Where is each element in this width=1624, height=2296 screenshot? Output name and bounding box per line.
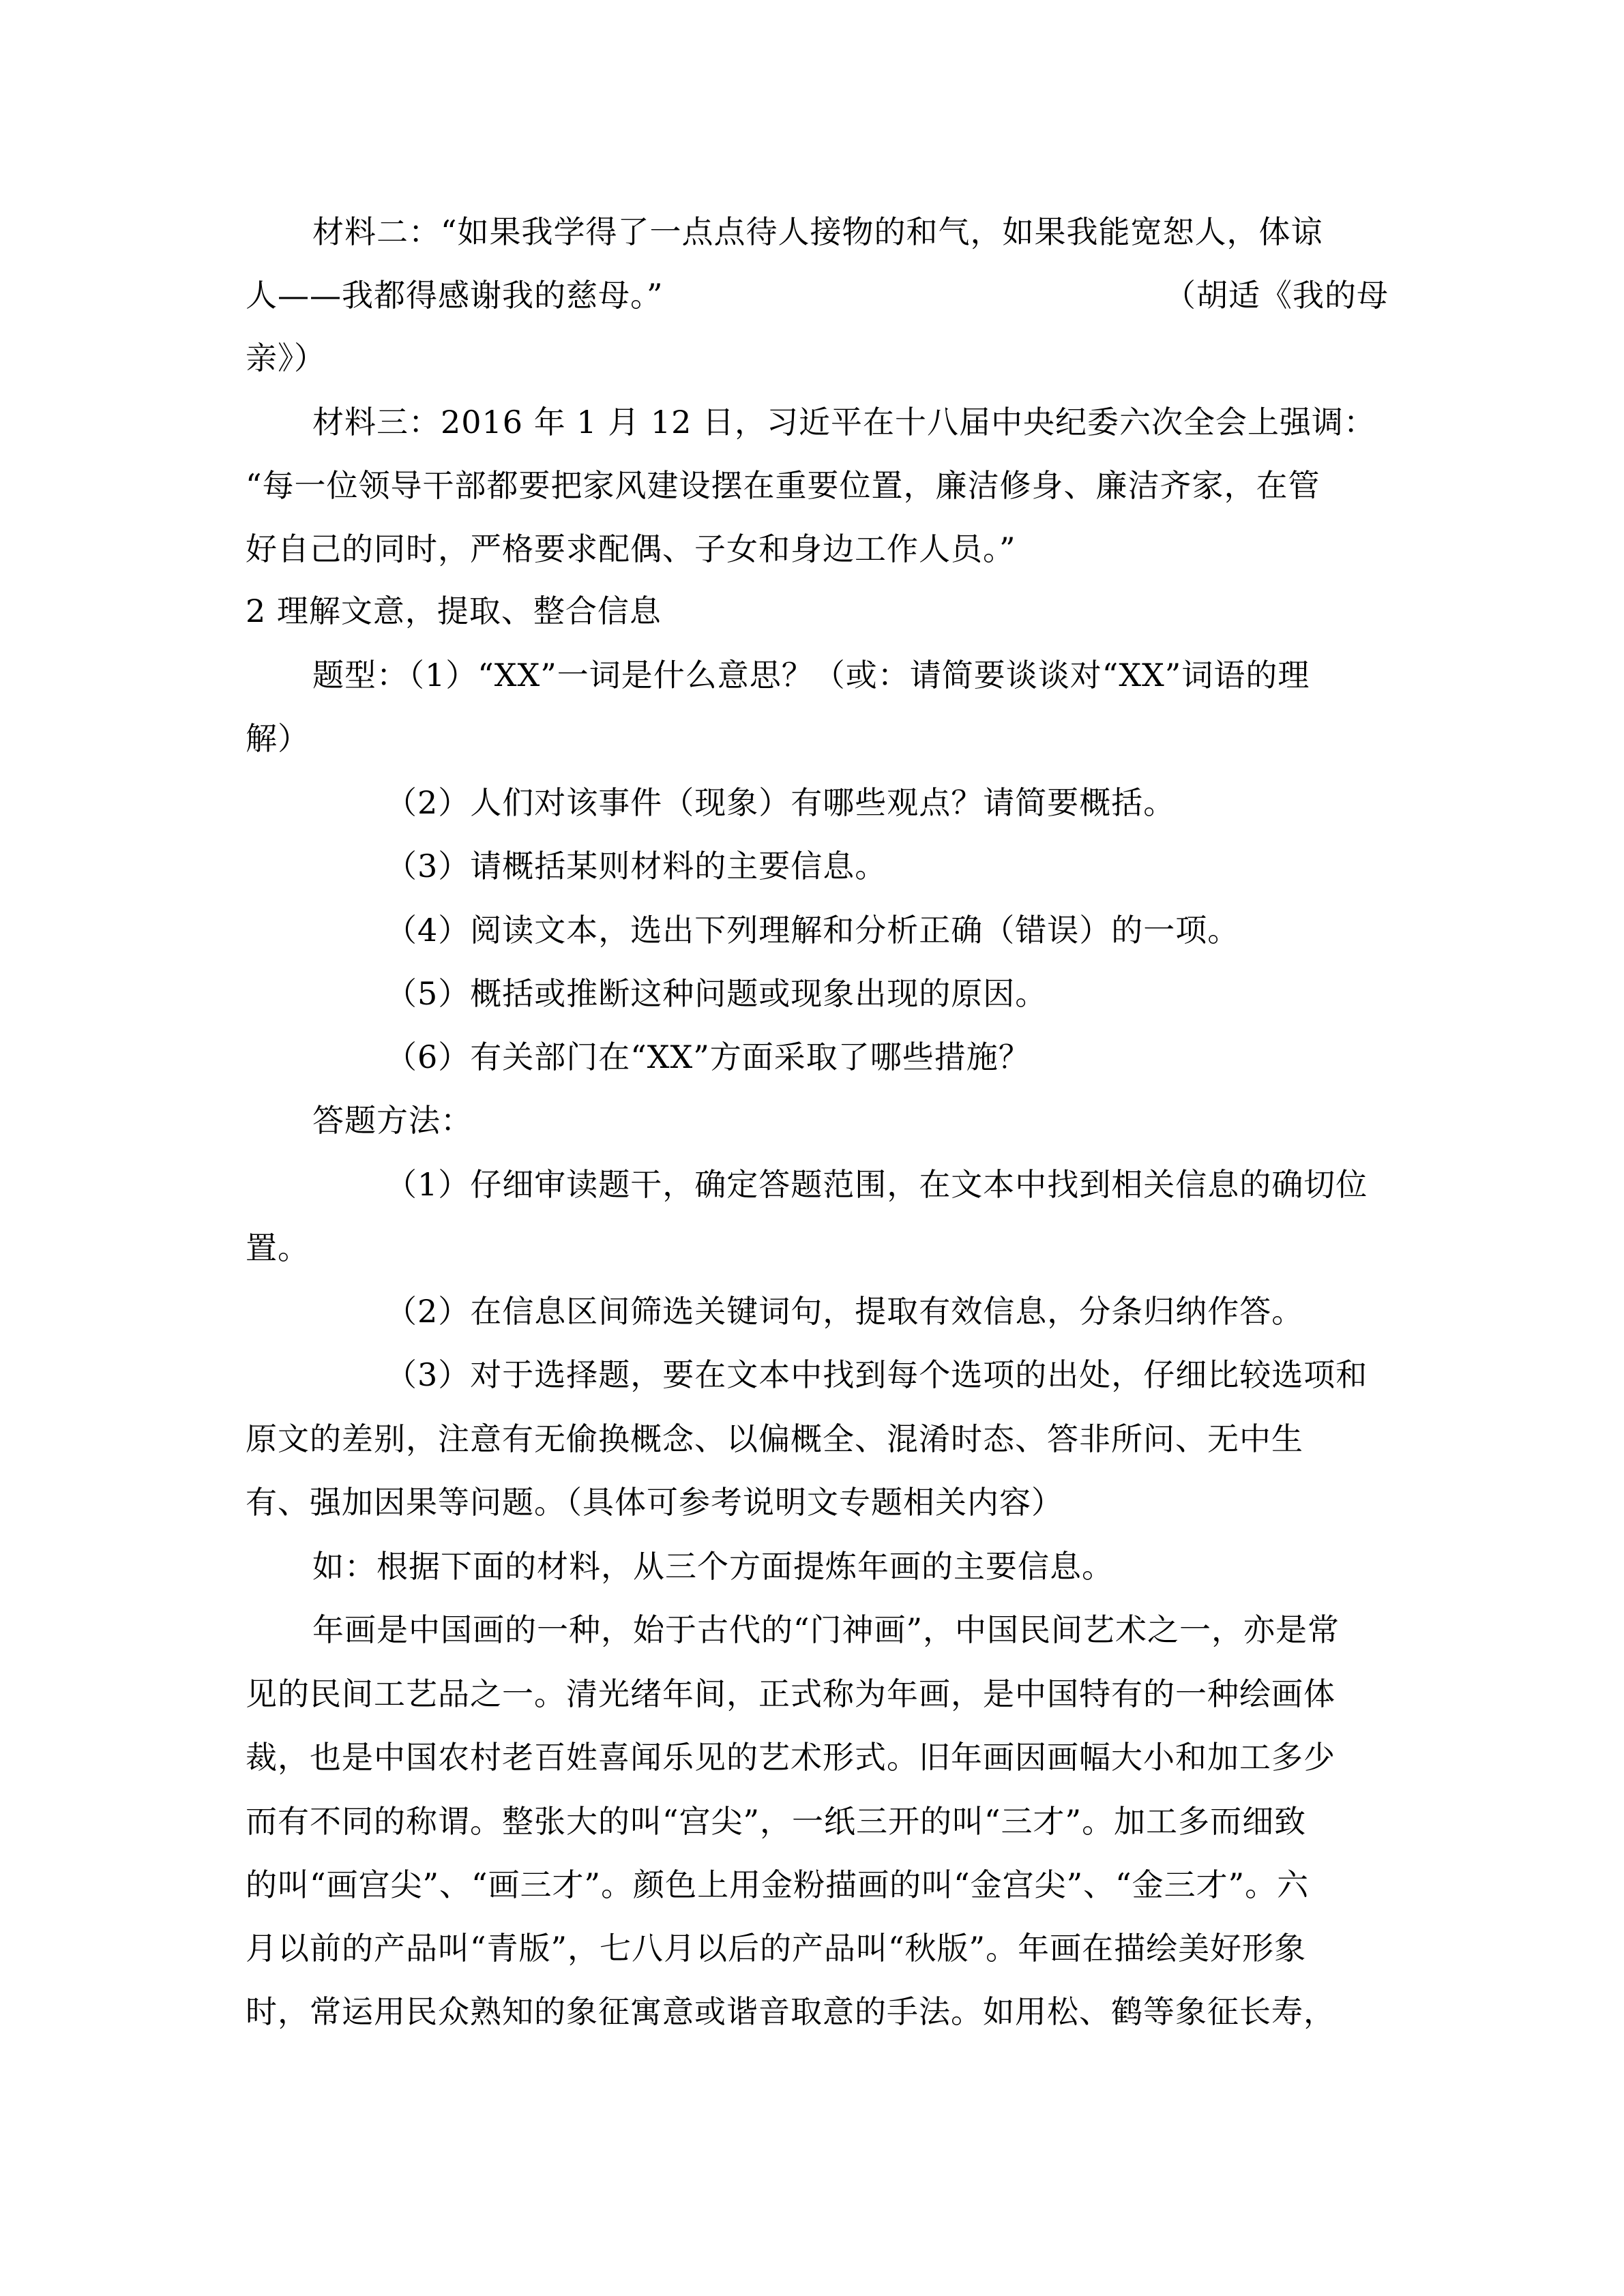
question-type-line-2: 解） xyxy=(246,720,310,757)
section-heading: 2 理解文意，提取、整合信息 xyxy=(246,593,662,629)
material-two-line-1: 材料二：“如果我学得了一点点待人接物的和气，如果我能宽恕人，体谅 xyxy=(312,213,1323,250)
example-paragraph-line-3: 裁，也是中国农村老百姓喜闻乐见的艺术形式。旧年画因画幅大小和加工多少 xyxy=(246,1739,1335,1776)
question-type-item-4: （4）阅读文本，选出下列理解和分析正确（错误）的一项。 xyxy=(385,912,1240,949)
answer-method-heading: 答题方法： xyxy=(312,1102,473,1139)
example-paragraph-line-4: 而有不同的称谓。整张大的叫“宫尖”，一纸三开的叫“三才”。加工多而细致 xyxy=(246,1803,1307,1840)
material-two-citation: （胡适《我的母 xyxy=(1164,277,1389,314)
material-three-line-2: “每一位领导干部都要把家风建设摆在重要位置，廉洁修身、廉洁齐家，在管 xyxy=(246,467,1320,504)
question-type-item-2: （2）人们对该事件（现象）有哪些观点？请简要概括。 xyxy=(385,784,1176,821)
material-two-citation-end: 亲》） xyxy=(246,340,326,376)
material-two-line-2: 人——我都得感谢我的慈母。” xyxy=(246,277,664,314)
answer-method-item-2: （2）在信息区间筛选关键词句，提取有效信息，分条归纳作答。 xyxy=(385,1293,1304,1330)
answer-method-item-3-cont-1: 原文的差别，注意有无偷换概念、以偏概全、混淆时态、答非所问、无中生 xyxy=(246,1420,1303,1457)
example-paragraph-line-1: 年画是中国画的一种，始于古代的“门神画”，中国民间艺术之一，亦是常 xyxy=(312,1611,1340,1648)
question-type-item-3: （3）请概括某则材料的主要信息。 xyxy=(385,848,887,884)
answer-method-item-1: （1）仔细审读题干，确定答题范围，在文本中找到相关信息的确切位 xyxy=(385,1166,1368,1203)
material-three-line-3: 好自己的同时，严格要求配偶、子女和身边工作人员。” xyxy=(246,531,1016,567)
answer-method-item-3: （3）对于选择题，要在文本中找到每个选项的出处，仔细比较选项和 xyxy=(385,1356,1368,1393)
example-paragraph-line-2: 见的民间工艺品之一。清光绪年间，正式称为年画，是中国特有的一种绘画体 xyxy=(246,1675,1335,1712)
answer-method-item-1-cont: 置。 xyxy=(246,1229,310,1266)
material-three-line-1: 材料三：2016 年 1 月 12 日，习近平在十八届中央纪委六次全会上强调： xyxy=(312,404,1376,441)
question-type-item-6: （6）有关部门在“XX”方面采取了哪些措施？ xyxy=(385,1039,1031,1075)
example-paragraph-line-6: 月以前的产品叫“青版”，七八月以后的产品叫“秋版”。年画在描绘美好形象 xyxy=(246,1930,1307,1967)
example-paragraph-line-5: 的叫“画宫尖”、“画三才”。颜色上用金粉描画的叫“金宫尖”、“金三才”。六 xyxy=(246,1866,1310,1903)
question-type-item-5: （5）概括或推断这种问题或现象出现的原因。 xyxy=(385,975,1048,1012)
question-type-line-1: 题型：（1）“XX”一词是什么意思？（或：请简要谈谈对“XX”词语的理 xyxy=(312,657,1310,694)
example-prompt: 如：根据下面的材料，从三个方面提炼年画的主要信息。 xyxy=(312,1548,1114,1585)
example-paragraph-line-7: 时，常运用民众熟知的象征寓意或谐音取意的手法。如用松、鹤等象征长寿， xyxy=(246,1993,1335,2030)
answer-method-item-3-cont-2: 有、强加因果等问题。（具体可参考说明文专题相关内容） xyxy=(246,1484,1063,1521)
